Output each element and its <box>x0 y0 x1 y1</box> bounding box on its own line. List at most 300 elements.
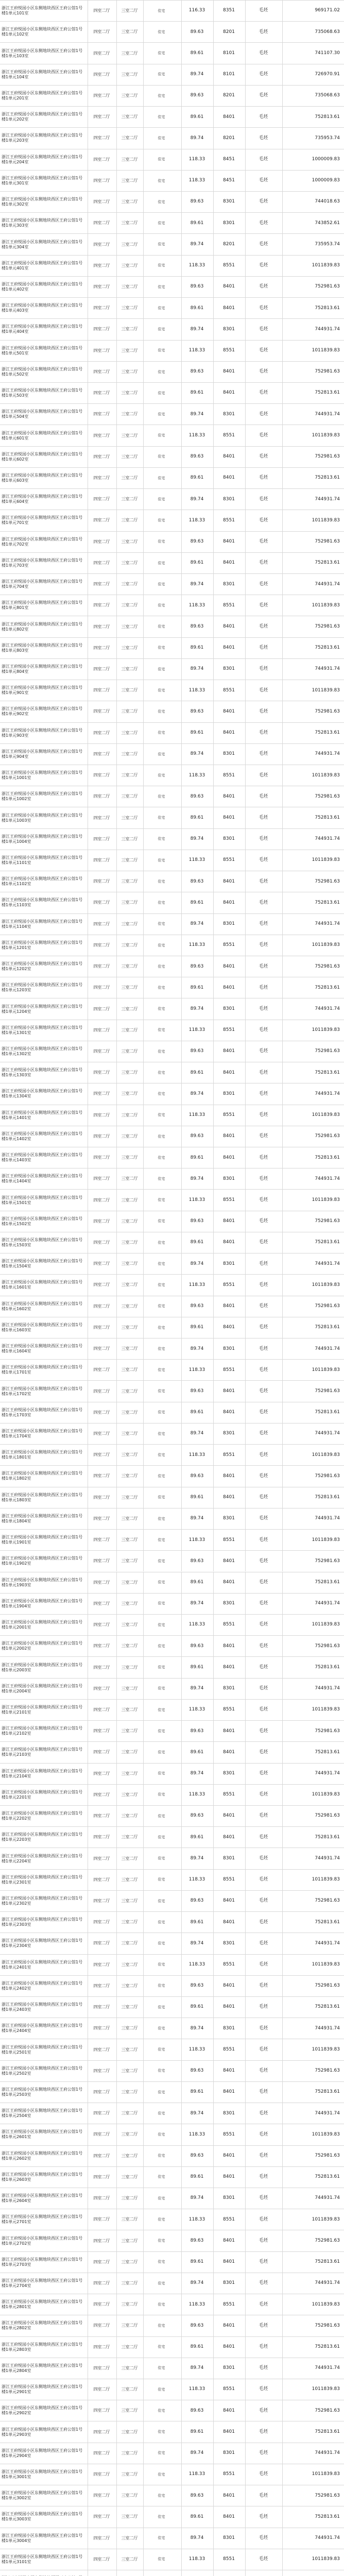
layout-cell: 四室二厅 <box>88 1466 115 1486</box>
area-cell: 118.33 <box>181 171 212 191</box>
layout-cell: 四室二厅 <box>88 616 115 637</box>
area-cell: 89.61 <box>181 1147 212 1168</box>
total-price-cell: 1011839.83 <box>282 256 344 276</box>
table-row <box>0 871 344 892</box>
total-price-cell: 744931.74 <box>282 1338 344 1359</box>
use-cell: 住宅 <box>143 701 179 722</box>
use-cell: 住宅 <box>143 1211 179 1232</box>
unit-name-cell: 浙江王府悦园小区东侧地块西区王府公馆1号楼1单元2703室 <box>2 2257 83 2267</box>
structure-cell: 三室二厅 <box>116 1253 142 1274</box>
table-row <box>0 1041 344 1062</box>
layout-cell: 四室二厅 <box>88 1423 115 1444</box>
unit-name-cell: 浙江王府悦园小区东侧地块西区王府公馆1号楼1单元103室 <box>2 48 83 58</box>
area-cell: 89.61 <box>181 1657 212 1677</box>
unit-price-cell: 8401 <box>213 2400 244 2421</box>
unit-name-cell: 浙江王府悦园小区东侧地块西区王府公馆1号楼1单元201室 <box>2 91 83 100</box>
table-row <box>0 2145 344 2166</box>
layout-cell: 四室二厅 <box>88 256 115 276</box>
structure-cell: 三室二厅 <box>116 341 142 361</box>
decoration-cell: 毛坯 <box>245 1636 281 1656</box>
area-cell: 89.74 <box>181 1848 212 1869</box>
table-row <box>0 892 344 913</box>
structure-cell: 三室二厅 <box>116 1636 142 1656</box>
unit-name-cell: 浙江王府悦园小区东侧地块西区王府公馆1号楼1单元2901室 <box>2 2384 83 2395</box>
layout-cell: 四室二厅 <box>88 1445 115 1465</box>
structure-cell: 三室二厅 <box>116 1083 142 1104</box>
use-cell: 住宅 <box>143 786 179 807</box>
unit-name-cell: 浙江王府悦园小区东侧地块西区王府公馆1号楼1单元2304室 <box>2 1938 83 1948</box>
area-cell: 89.61 <box>181 2252 212 2273</box>
unit-price-cell: 8301 <box>213 192 244 212</box>
use-cell: 住宅 <box>143 1466 179 1486</box>
table-row <box>0 1826 344 1848</box>
structure-cell: 三室二厅 <box>116 807 142 828</box>
layout-cell: 四室二厅 <box>88 1338 115 1359</box>
unit-name-cell: 浙江王府悦园小区东侧地块西区王府公馆1号楼1单元903室 <box>2 727 83 738</box>
layout-cell: 四室二厅 <box>88 1487 115 1508</box>
area-cell: 118.33 <box>181 2379 212 2400</box>
structure-cell: 三室二厅 <box>116 2167 142 2188</box>
structure-cell: 三室二厅 <box>116 1338 142 1359</box>
unit-name-cell: 浙江王府悦园小区东侧地块西区王府公馆1号楼1单元304室 <box>2 239 83 249</box>
area-cell: 118.33 <box>181 1955 212 1975</box>
unit-name-cell: 浙江王府悦园小区东侧地块西区王府公馆1号楼1单元1901室 <box>2 1535 83 1545</box>
decoration-cell: 毛坯 <box>245 2485 281 2506</box>
area-cell: 118.33 <box>181 1530 212 1550</box>
unit-name-cell: 浙江王府悦园小区东侧地块西区王府公馆1号楼1单元2603室 <box>2 2172 83 2182</box>
use-cell: 住宅 <box>143 1126 179 1147</box>
layout-cell: 四室二厅 <box>88 1827 115 1848</box>
total-price-cell: 752981.63 <box>282 532 344 552</box>
decoration-cell: 毛坯 <box>245 553 281 573</box>
structure-cell: 三室二厅 <box>116 43 142 63</box>
unit-price-cell: 8201 <box>213 86 244 106</box>
table-row <box>0 2549 344 2570</box>
table-row <box>0 807 344 828</box>
structure-cell: 三室二厅 <box>116 871 142 892</box>
layout-cell: 四室二厅 <box>88 404 115 425</box>
unit-name-cell: 浙江王府悦园小区东侧地块西区王府公馆1号楼1单元604室 <box>2 494 83 504</box>
unit-price-cell: 8301 <box>213 1679 244 1699</box>
total-price-cell: 1011839.83 <box>282 2209 344 2230</box>
structure-cell: 三室二厅 <box>116 2146 142 2166</box>
table-row <box>0 1253 344 1274</box>
table-row <box>0 2570 344 2576</box>
area-cell: 89.61 <box>181 1572 212 1593</box>
table-row <box>0 510 344 531</box>
total-price-cell: 744931.74 <box>282 659 344 680</box>
unit-name-cell: 浙江王府悦园小区东侧地块西区王府公馆1号楼1单元1702室 <box>2 1386 83 1396</box>
table-row <box>0 1105 344 1126</box>
total-price-cell: 744931.74 <box>282 404 344 425</box>
use-cell: 住宅 <box>143 2337 179 2358</box>
use-cell: 住宅 <box>143 2273 179 2294</box>
area-cell: 89.61 <box>181 383 212 403</box>
unit-name-cell: 浙江王府悦园小区东侧地块西区王府公馆1号楼1单元1202室 <box>2 961 83 972</box>
area-cell: 89.61 <box>181 1062 212 1083</box>
area-cell: 89.74 <box>181 2018 212 2039</box>
table-row <box>0 2081 344 2103</box>
decoration-cell: 毛坯 <box>245 850 281 871</box>
total-price-cell: 752981.63 <box>282 786 344 807</box>
use-cell: 住宅 <box>143 871 179 892</box>
decoration-cell: 毛坯 <box>245 234 281 255</box>
unit-name-cell: 浙江王府悦园小区东侧地块西区王府公馆1号楼1单元603室 <box>2 473 83 483</box>
structure-cell: 三室二厅 <box>116 1105 142 1126</box>
unit-price-cell: 8551 <box>213 2124 244 2145</box>
structure-cell: 三室二厅 <box>116 914 142 935</box>
total-price-cell: 741107.30 <box>282 43 344 63</box>
unit-price-cell: 8551 <box>213 1105 244 1126</box>
table-row <box>0 1508 344 1529</box>
total-price-cell: 752813.61 <box>282 468 344 488</box>
layout-cell: 四室二厅 <box>88 2421 115 2442</box>
total-price-cell: 752813.61 <box>282 2337 344 2358</box>
decoration-cell: 毛坯 <box>245 744 281 765</box>
area-cell: 89.74 <box>181 2188 212 2209</box>
unit-name-cell: 浙江王府悦园小区东侧地块西区王府公馆1号楼1单元501室 <box>2 345 83 355</box>
unit-name-cell: 浙江王府悦园小区东侧地块西区王府公馆1号楼1单元102室 <box>2 27 83 37</box>
structure-cell: 三室二厅 <box>116 447 142 467</box>
decoration-cell: 毛坯 <box>245 1317 281 1338</box>
layout-cell: 四室二厅 <box>88 935 115 956</box>
table-row <box>0 2379 344 2400</box>
decoration-cell: 毛坯 <box>245 701 281 722</box>
layout-cell: 四室二厅 <box>88 2485 115 2506</box>
total-price-cell: 752813.61 <box>282 2082 344 2103</box>
structure-cell: 三室二厅 <box>116 213 142 233</box>
unit-price-cell: 8401 <box>213 362 244 382</box>
layout-cell: 四室二厅 <box>88 1764 115 1784</box>
use-cell: 住宅 <box>143 1636 179 1656</box>
area-cell: 89.61 <box>181 298 212 318</box>
area-cell: 89.63 <box>181 1296 212 1317</box>
area-cell: 89.63 <box>181 192 212 212</box>
layout-cell: 四室二厅 <box>88 234 115 255</box>
layout-cell: 四室二厅 <box>88 1785 115 1805</box>
total-price-cell: 752813.61 <box>282 553 344 573</box>
area-cell: 118.33 <box>181 680 212 701</box>
use-cell: 住宅 <box>143 1997 179 2018</box>
structure-cell: 三室二厅 <box>116 1657 142 1677</box>
unit-name-cell: 浙江王府悦园小区东侧地块西区王府公馆1号楼1单元2601室 <box>2 2129 83 2140</box>
table-row <box>0 1444 344 1465</box>
layout-cell: 四室二厅 <box>88 1360 115 1380</box>
structure-cell: 三室二厅 <box>116 786 142 807</box>
use-cell: 住宅 <box>143 892 179 913</box>
table-row <box>0 42 344 63</box>
total-price-cell: 744931.74 <box>282 829 344 850</box>
unit-price-cell: 8401 <box>213 2061 244 2081</box>
layout-cell: 四室二厅 <box>88 468 115 488</box>
decoration-cell: 毛坯 <box>245 2315 281 2336</box>
total-price-cell: 752981.63 <box>282 1891 344 1911</box>
table-row <box>0 0 344 21</box>
table-row <box>0 2485 344 2506</box>
total-price-cell: 752981.63 <box>282 956 344 977</box>
structure-cell: 三室二厅 <box>116 1594 142 1614</box>
structure-cell: 三室二厅 <box>116 1827 142 1848</box>
area-cell <box>181 2570 212 2576</box>
table-row <box>0 1975 344 1996</box>
decoration-cell: 毛坯 <box>245 277 281 297</box>
structure-cell: 三室二厅 <box>116 956 142 977</box>
total-price-cell: 744931.74 <box>282 2273 344 2294</box>
unit-name-cell: 浙江王府悦园小区东侧地块西区王府公馆1号楼1单元101室 <box>2 6 83 16</box>
use-cell: 住宅 <box>143 659 179 680</box>
total-price-cell: 735068.63 <box>282 86 344 106</box>
structure-cell: 三室二厅 <box>116 2421 142 2442</box>
total-price-cell: 752813.61 <box>282 1232 344 1253</box>
layout-cell: 四室二厅 <box>88 1296 115 1317</box>
use-cell: 住宅 <box>143 1976 179 1996</box>
decoration-cell: 毛坯 <box>245 1360 281 1380</box>
use-cell: 住宅 <box>143 1275 179 1295</box>
table-row <box>0 127 344 148</box>
table-row <box>0 425 344 446</box>
layout-cell: 四室二厅 <box>88 659 115 680</box>
unit-price-cell: 8301 <box>213 2358 244 2379</box>
layout-cell: 四室二厅 <box>88 1721 115 1741</box>
use-cell: 住宅 <box>143 298 179 318</box>
area-cell: 89.61 <box>181 1997 212 2018</box>
decoration-cell: 毛坯 <box>245 2421 281 2442</box>
use-cell: 住宅 <box>143 850 179 871</box>
total-price-cell: 752813.61 <box>282 1657 344 1677</box>
decoration-cell: 毛坯 <box>245 1785 281 1805</box>
area-cell: 89.61 <box>181 2167 212 2188</box>
layout-cell: 四室二厅 <box>88 1530 115 1550</box>
use-cell: 住宅 <box>143 234 179 255</box>
decoration-cell: 毛坯 <box>245 680 281 701</box>
table-row <box>0 743 344 765</box>
area-cell: 89.63 <box>181 1466 212 1486</box>
unit-price-cell: 8401 <box>213 807 244 828</box>
layout-cell: 四室二厅 <box>88 2061 115 2081</box>
unit-price-cell: 8401 <box>213 2082 244 2103</box>
total-price-cell: 752981.63 <box>282 277 344 297</box>
layout-cell: 四室二厅 <box>88 680 115 701</box>
layout-cell: 四室二厅 <box>88 149 115 170</box>
structure-cell: 三室二厅 <box>116 1976 142 1996</box>
layout-cell: 四室二厅 <box>88 192 115 212</box>
use-cell: 住宅 <box>143 2061 179 2081</box>
table-row <box>0 2443 344 2464</box>
total-price-cell: 752981.63 <box>282 1211 344 1232</box>
decoration-cell: 毛坯 <box>245 1764 281 1784</box>
unit-price-cell: 8301 <box>213 319 244 340</box>
total-price-cell: 752981.63 <box>282 1551 344 1571</box>
unit-price-cell: 8401 <box>213 1211 244 1232</box>
layout-cell: 四室二厅 <box>88 1551 115 1571</box>
total-price-cell: 752813.61 <box>282 977 344 998</box>
unit-name-cell: 浙江王府悦园小区东侧地块西区王府公馆1号楼1单元1104室 <box>2 919 83 929</box>
unit-price-cell: 8401 <box>213 2337 244 2358</box>
use-cell: 住宅 <box>143 2358 179 2379</box>
table-row <box>0 170 344 191</box>
use-cell: 住宅 <box>143 2294 179 2315</box>
structure-cell: 三室二厅 <box>116 829 142 850</box>
unit-price-cell: 8401 <box>213 1551 244 1571</box>
layout-cell: 四室二厅 <box>88 1062 115 1083</box>
table-row <box>0 276 344 297</box>
area-cell: 89.61 <box>181 1912 212 1933</box>
unit-price-cell: 8101 <box>213 43 244 63</box>
area-cell: 89.74 <box>181 659 212 680</box>
table-row <box>0 1380 344 1401</box>
unit-price-cell: 8401 <box>213 107 244 127</box>
layout-cell: 四室二厅 <box>88 171 115 191</box>
decoration-cell: 毛坯 <box>245 1615 281 1635</box>
table-row <box>0 1529 344 1550</box>
table-row <box>0 2294 344 2315</box>
structure-cell: 三室二厅 <box>116 850 142 871</box>
structure-cell: 三室二厅 <box>116 2337 142 2358</box>
use-cell: 住宅 <box>143 1020 179 1041</box>
decoration-cell: 毛坯 <box>245 1190 281 1210</box>
table-row <box>0 765 344 786</box>
layout-cell: 四室二厅 <box>88 298 115 318</box>
table-row <box>0 637 344 658</box>
unit-name-cell: 浙江王府悦园小区东侧地块西区王府公馆1号楼1单元1503室 <box>2 1238 83 1248</box>
unit-name-cell: 浙江王府悦园小区东侧地块西区王府公馆1号楼1单元1804室 <box>2 1513 83 1523</box>
area-cell: 89.74 <box>181 404 212 425</box>
unit-name-cell: 浙江王府悦园小区东侧地块西区王府公馆1号楼1单元2301室 <box>2 1874 83 1885</box>
total-price-cell: 744931.74 <box>282 914 344 935</box>
layout-cell: 四室二厅 <box>88 1509 115 1529</box>
unit-price-cell: 8551 <box>213 935 244 956</box>
structure-cell: 三室二厅 <box>116 1211 142 1232</box>
area-cell: 89.63 <box>181 616 212 637</box>
layout-cell: 四室二厅 <box>88 2358 115 2379</box>
structure-cell: 三室二厅 <box>116 1912 142 1933</box>
table-row <box>0 403 344 425</box>
use-cell: 住宅 <box>143 744 179 765</box>
structure-cell: 三室二厅 <box>116 659 142 680</box>
total-price-cell: 752813.61 <box>282 1062 344 1083</box>
unit-price-cell: 8401 <box>213 2315 244 2336</box>
layout-cell: 四室二厅 <box>88 2464 115 2485</box>
layout-cell: 四室二厅 <box>88 1126 115 1147</box>
structure-cell: 三室二厅 <box>116 2358 142 2379</box>
layout-cell: 四室二厅 <box>88 2146 115 2166</box>
decoration-cell: 毛坯 <box>245 1338 281 1359</box>
area-cell: 118.33 <box>181 935 212 956</box>
area-cell: 89.63 <box>181 786 212 807</box>
structure-cell: 三室二厅 <box>116 2209 142 2230</box>
area-cell: 89.63 <box>181 2315 212 2336</box>
use-cell: 住宅 <box>143 1657 179 1677</box>
unit-name-cell: 浙江王府悦园小区东侧地块西区王府公馆1号楼1单元1403室 <box>2 1153 83 1163</box>
decoration-cell: 毛坯 <box>245 765 281 786</box>
decoration-cell: 毛坯 <box>245 447 281 467</box>
use-cell: 住宅 <box>143 213 179 233</box>
total-price-cell: 752813.61 <box>282 1402 344 1423</box>
area-cell: 89.74 <box>181 998 212 1019</box>
unit-price-cell: 8551 <box>213 2549 244 2570</box>
use-cell: 住宅 <box>143 2082 179 2103</box>
layout-cell: 四室二厅 <box>88 489 115 510</box>
table-row <box>0 1954 344 1975</box>
area-cell: 89.74 <box>181 2273 212 2294</box>
decoration-cell: 毛坯 <box>245 1848 281 1869</box>
decoration-cell: 毛坯 <box>245 2400 281 2421</box>
structure-cell: 三室二厅 <box>116 128 142 148</box>
area-cell: 89.61 <box>181 43 212 63</box>
area-cell: 89.61 <box>181 892 212 913</box>
table-row <box>0 1572 344 1593</box>
table-row <box>0 1232 344 1253</box>
layout-cell: 四室二厅 <box>88 1870 115 1890</box>
use-cell: 住宅 <box>143 447 179 467</box>
total-price-cell: 1011839.83 <box>282 2039 344 2060</box>
layout-cell <box>88 2570 115 2576</box>
structure-cell: 三室二厅 <box>116 1041 142 1062</box>
unit-price-cell: 8401 <box>213 1827 244 1848</box>
unit-price-cell: 8551 <box>213 680 244 701</box>
use-cell: 住宅 <box>143 2549 179 2570</box>
area-cell: 89.61 <box>181 213 212 233</box>
area-cell: 118.33 <box>181 256 212 276</box>
total-price-cell: 752813.61 <box>282 298 344 318</box>
use-cell: 住宅 <box>143 128 179 148</box>
use-cell: 住宅 <box>143 998 179 1019</box>
total-price-cell: 1011839.83 <box>282 1530 344 1550</box>
use-cell: 住宅 <box>143 1933 179 1954</box>
area-cell: 89.74 <box>181 1933 212 1954</box>
unit-name-cell: 浙江王府悦园小区东侧地块西区王府公馆1号楼1单元702室 <box>2 536 83 547</box>
unit-name-cell: 浙江王府悦园小区东侧地块西区王府公馆1号楼1单元701室 <box>2 515 83 526</box>
unit-price-cell: 8401 <box>213 2506 244 2527</box>
layout-cell: 四室二厅 <box>88 319 115 340</box>
use-cell: 住宅 <box>143 765 179 786</box>
use-cell: 住宅 <box>143 1955 179 1975</box>
unit-name-cell: 浙江王府悦园小区东侧地块西区王府公馆1号楼1单元2803室 <box>2 2342 83 2352</box>
unit-price-cell: 8551 <box>213 425 244 446</box>
table-row <box>0 573 344 595</box>
table-row <box>0 1741 344 1762</box>
decoration-cell: 毛坯 <box>245 914 281 935</box>
table-row <box>0 1996 344 2018</box>
unit-name-cell: 浙江王府悦园小区东侧地块西区王府公馆1号楼1单元2604室 <box>2 2193 83 2204</box>
decoration-cell: 毛坯 <box>245 2464 281 2485</box>
layout-cell: 四室二厅 <box>88 2167 115 2188</box>
area-cell: 89.74 <box>181 319 212 340</box>
decoration-cell: 毛坯 <box>245 22 281 42</box>
total-price-cell: 1011839.83 <box>282 1955 344 1975</box>
use-cell: 住宅 <box>143 1806 179 1826</box>
use-cell: 住宅 <box>143 723 179 743</box>
unit-price-cell: 8401 <box>213 2421 244 2442</box>
decoration-cell: 毛坯 <box>245 2209 281 2230</box>
use-cell: 住宅 <box>143 2039 179 2060</box>
area-cell: 89.61 <box>181 1742 212 1762</box>
layout-cell: 四室二厅 <box>88 2379 115 2400</box>
area-cell: 89.63 <box>181 956 212 977</box>
use-cell: 住宅 <box>143 1700 179 1720</box>
area-cell: 89.63 <box>181 2061 212 2081</box>
use-cell: 住宅 <box>143 616 179 637</box>
total-price-cell: 1011839.83 <box>282 1785 344 1805</box>
use-cell: 住宅 <box>143 1785 179 1805</box>
table-row <box>0 1423 344 1444</box>
structure-cell: 三室二厅 <box>116 64 142 85</box>
use-cell: 住宅 <box>143 2167 179 2188</box>
use-cell: 住宅 <box>143 1402 179 1423</box>
total-price-cell <box>282 2570 344 2576</box>
structure-cell: 三室二厅 <box>116 1296 142 1317</box>
unit-price-cell: 8401 <box>213 1317 244 1338</box>
